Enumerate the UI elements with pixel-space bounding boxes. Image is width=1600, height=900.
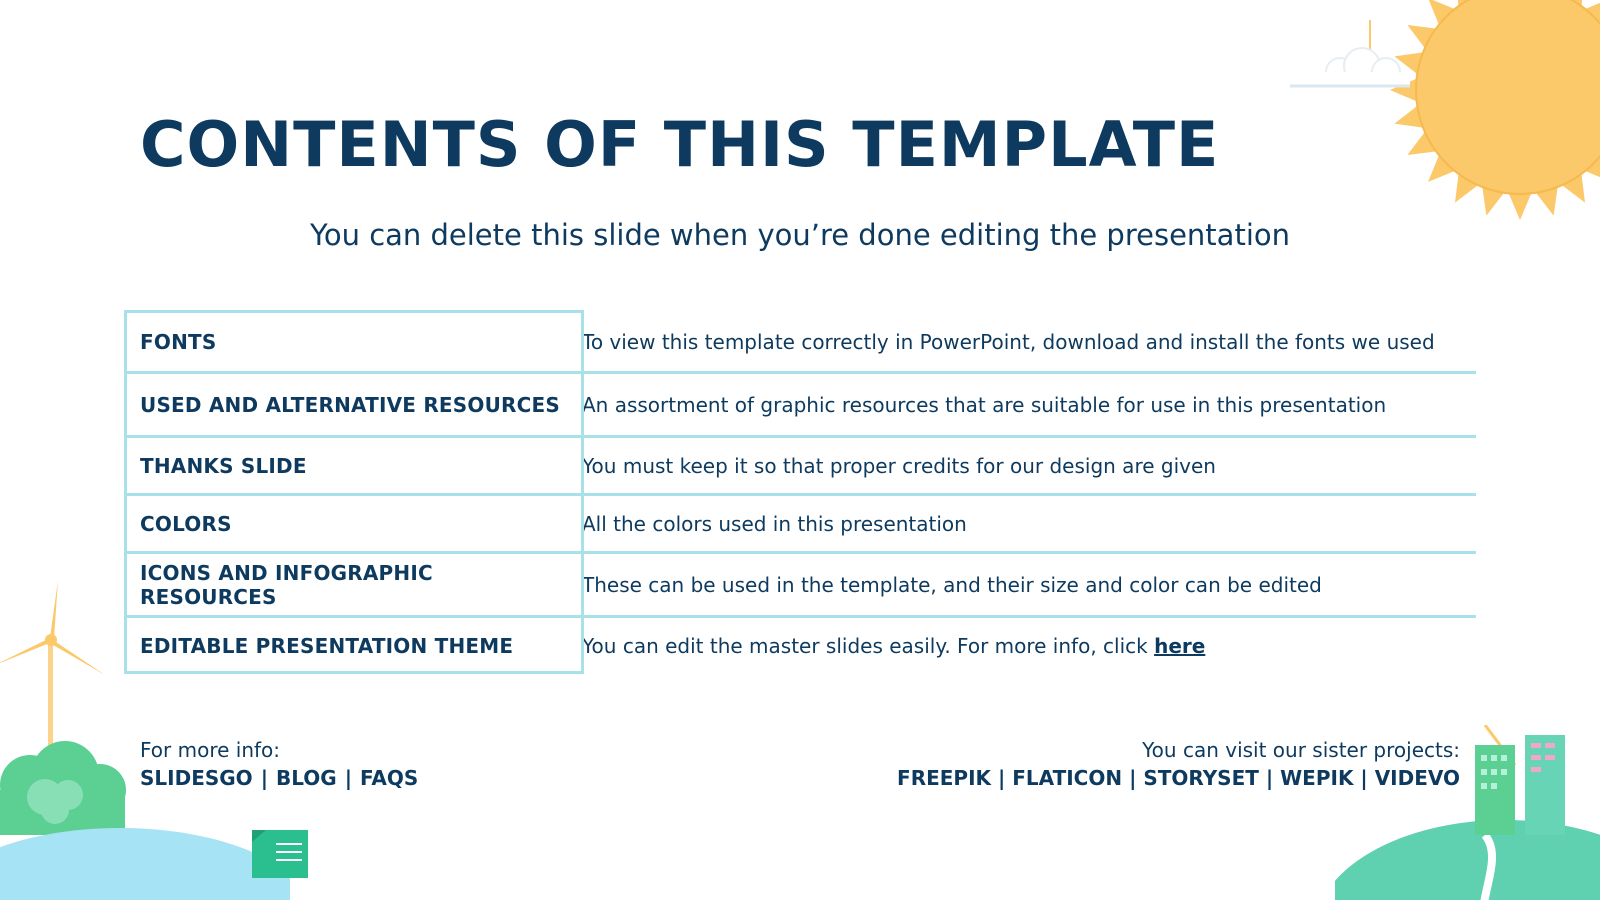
page-subtitle: You can delete this slide when you’re done editing the presentation	[309, 218, 1290, 252]
table-row	[124, 374, 1476, 438]
row-description-text: You can edit the master slides easily. For more info, click	[582, 634, 1155, 658]
here-link[interactable]: here	[1154, 634, 1206, 658]
hill-left-icon	[0, 818, 290, 900]
buildings-icon	[1475, 725, 1600, 835]
contents-table	[124, 313, 1476, 674]
row-description-text: To view this template correctly in PowerPoint, download and install the fonts we used	[582, 330, 1435, 354]
link-flaticon[interactable]: FLATICON	[1012, 766, 1123, 790]
row-label: THANKS SLIDE	[140, 453, 307, 478]
row-description	[566, 393, 1476, 417]
row-description-text: These can be used in the template, and their size and color can be edited	[582, 572, 1322, 597]
row-label: USED AND ALTERNATIVE RESOURCES	[140, 392, 560, 417]
row-label: COLORS	[140, 511, 232, 536]
row-description-text: You must keep it so that proper credits for our design are given	[582, 453, 1216, 478]
link-videvo[interactable]: VIDEVO	[1374, 766, 1460, 790]
link-blog[interactable]: BLOG	[276, 766, 337, 790]
row-label: EDITABLE PRESENTATION THEME	[140, 634, 514, 658]
link-faqs[interactable]: FAQS	[360, 766, 419, 790]
row-description	[566, 573, 1476, 597]
row-description	[566, 330, 1476, 354]
table-row	[124, 618, 1476, 674]
separator: |	[260, 766, 268, 790]
table-row	[124, 496, 1476, 554]
table-row	[124, 313, 1476, 374]
row-label: ICONS AND INFOGRAPHIC RESOURCES	[140, 560, 433, 609]
footer-left-links	[140, 766, 418, 790]
separator: |	[344, 766, 353, 790]
footer-right	[897, 738, 1460, 790]
footer-right-links: FREEPIK | FLATICON | STORYSET | WEPIK | VIDEVO	[897, 766, 1460, 790]
link-wepik[interactable]: WEPIK	[1280, 766, 1354, 790]
row-label: FONTS	[140, 330, 217, 354]
table-row	[124, 554, 1476, 618]
row-description	[566, 454, 1476, 478]
footer-left	[140, 738, 418, 790]
footer-right-caption: You can visit our sister projects:	[1142, 738, 1460, 762]
row-description-text: An assortment of graphic resources that are suitable for use in this presentation	[582, 392, 1387, 417]
footer-left-caption: For more info:	[140, 738, 281, 762]
cloud-icon	[1290, 20, 1420, 95]
page-title: CONTENTS OF THIS TEMPLATE	[140, 108, 1220, 181]
link-slidesgo[interactable]: SLIDESGO	[140, 766, 253, 790]
row-description	[566, 634, 1476, 658]
link-freepik[interactable]: FREEPIK	[897, 766, 992, 790]
link-storyset[interactable]: STORYSET	[1143, 766, 1259, 790]
note-icon	[252, 830, 310, 878]
row-description	[566, 512, 1476, 536]
table-row	[124, 438, 1476, 496]
row-description-text: All the colors used in this presentation	[582, 511, 967, 536]
